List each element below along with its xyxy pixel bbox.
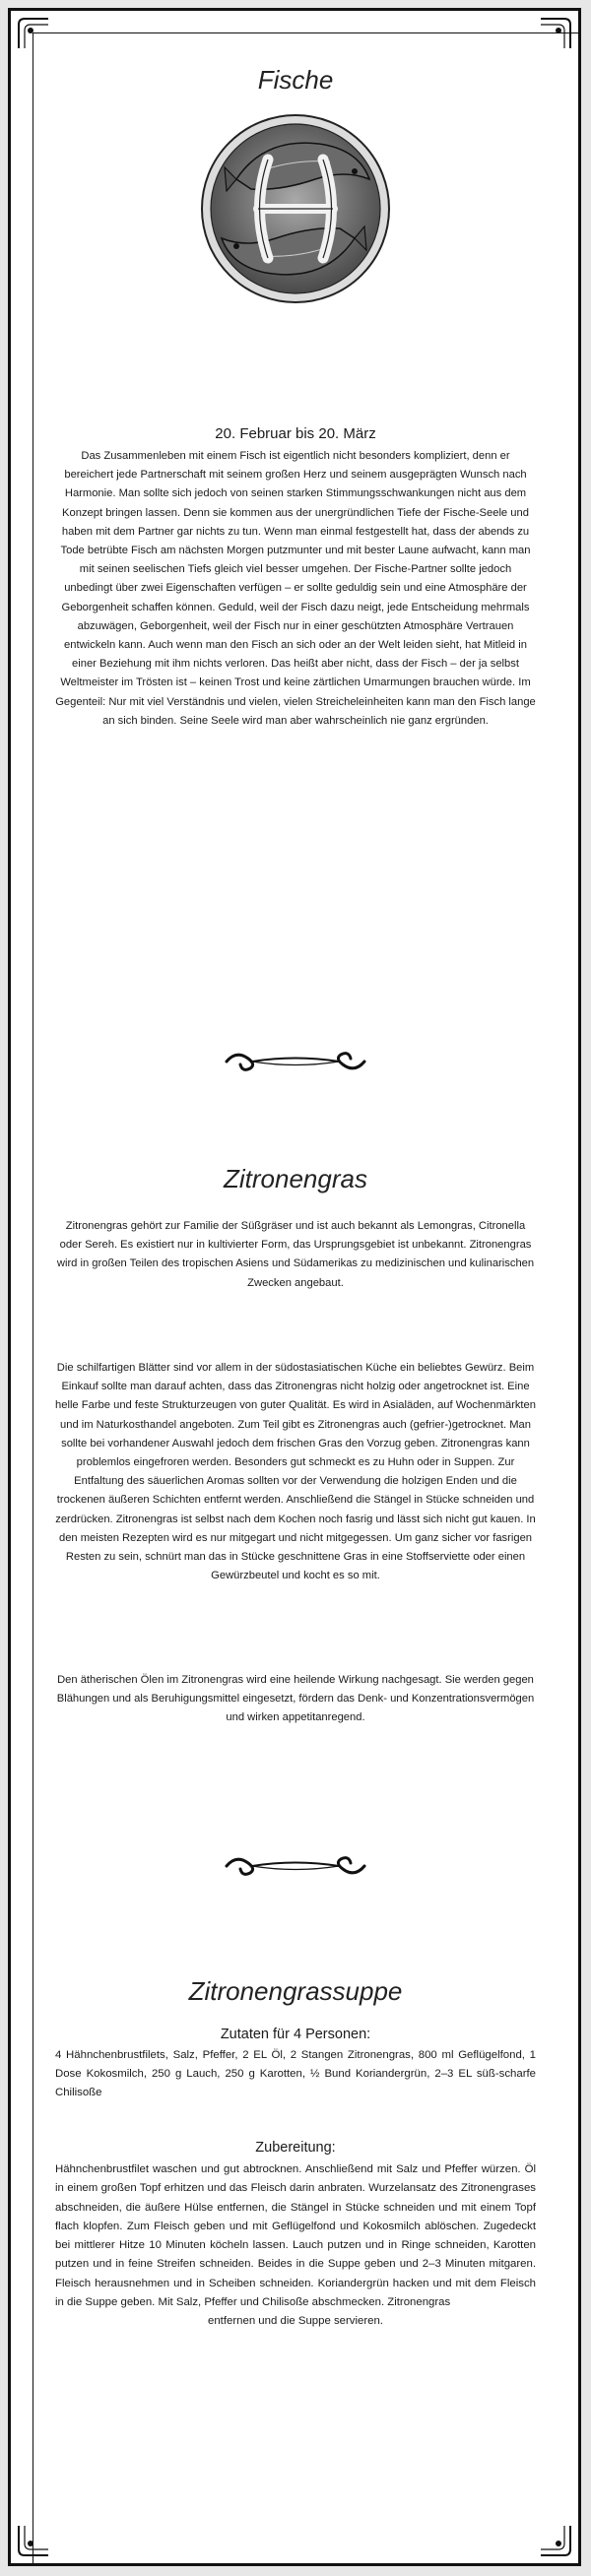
- preparation-body: Hähnchenbrustfilet waschen und gut abtrocknen. Anschließend mit Salz und Pfeffer würzen. Öl in einem großen Topf erhitzen und das Fleisch darin anbraten. Wurzelansatz des Zitronengrases abschneiden, die äußere Hülse entfernen, die Stängel in Stücke schneiden und mit einem Topf flach klopfen. Zum Fleisch geben und mit Geflügelfond und Kokosmilch ablöschen. Zugedeckt bei mittlerer Hitze 10 Minuten köcheln lassen. Lauch putzen und in Ringe schneiden, Karotten putzen und in feine Streifen schneiden. Beides in die Suppe geben und 2–3 Minuten mitgaren. Fleisch herausnehmen und in Scheiben schneiden. Koriandergrün hacken und mit dem Fleisch in die Suppe geben. Mit Salz, Pfeffer und Chilisoße abschmecken. Zitronengras: [55, 2163, 536, 2309]
- fische-text: Das Zusammenleben mit einem Fisch ist eigentlich nicht besonders kompliziert, denn er bereichert jede Partnerschaft mit seinem großen Herz und seinem ausgeprägten Wunsch nach Harmonie. Man sollte sich jedoch von seinen starken Stimmungsschwankungen nicht aus dem Konzept bringen lassen. Denn sie kommen aus der unergründlichen Tiefe der Fische-Seele und haben mit dem Partner gar nichts zu tun. Wenn man einmal festgestellt hat, dass der abends zu Tode betrübte Fisch am nächsten Morgen putzmunter und mit bester Laune aufwacht, kann man mit seinen seelischen Tiefs gleich viel besser umgehen. Der Fische-Partner sollte jedoch unbedingt über zwei Eigenschaften verfügen – er sollte geduldig sein und eine Atmosphäre der Geborgenheit schaffen können. Geduld, weil der Fisch dazu neigt, jede Entscheidung mehrmals abzuwägen, Geborgenheit, weil der Fisch nur in einer geschützten Atmosphäre Vertrauen entwickeln kann. Auch wenn man den Fisch an sich oder an der Welt leiden sieht, hat Mitleid in einer Beziehung mit ihm nichts verloren. Das heißt aber nicht, dass der Fisch – der ja selbst Weltmeister im Trösten ist – keinen Trost und keine zärtlichen Umarmungen brauchen würde. Im Gegenteil: Nur mit viel Verständnis und vielen, vielen Streicheleinheiten kann man den Fisch lange an sich binden. Seine Seele wird man aber wahrscheinlich nie ganz ergründen.: [55, 450, 536, 727]
- corner-ornament-top-left: [17, 17, 50, 50]
- corner-ornament-top-right: [539, 17, 572, 50]
- zitronengras-paragraph-3: Den ätherischen Ölen im Zitronengras wird eine heilende Wirkung nachgesagt. Sie werden gegen Blähungen und als Beruhigungsmittel eingesetzt, fördern das Denk- und Konzentrationsvermögen und wirken appetitanregend.: [56, 1674, 535, 1724]
- corner-ornament-bottom-right: [539, 2524, 572, 2557]
- divider-ornament-2: [217, 1851, 374, 1881]
- zitronengras-paragraph-2: Die schilfartigen Blätter sind vor allem in der südostasiatischen Küche ein beliebtes Gewürz. Beim Einkauf sollte man darauf achten, dass das Zitronengras nicht holzig oder angetrocknet ist. Eine helle Farbe und feste Strukturzeugen von guter Qualität. Es wird in Asialäden, auf Wochenmärkten und im Naturkosthandel angeboten. Zum Teil gibt es Zitronengras auch (gefrier-)getrocknet. Man sollte bei vorhandener Auswahl jedoch dem frischen Gras den Vorzug geben. Zitronengras kann problemlos eingefroren werden. Besonders gut schmeckt es zu Huhn oder in Suppen. Zur Entfaltung des säuerlichen Aromas sollten vor der Verwendung die holzigen Enden und die trockenen äußeren Schichten entfernt werden. Anschließend die Stängel in Stücke schneiden und zerdrücken. Zitronengras ist selbst nach dem Kochen noch fasrig und lässt sich nicht gut kauen. In den meisten Rezepten wird es nur mitgegart und nicht mitgegessen. Um ganz sicher vor fasrigen Resten zu sein, schnürt man das in Stücke geschnittene Gras in eine Stoffserviette oder einen Gewürzbeutel und kocht es so mit.: [55, 1362, 536, 1582]
- preparation-text: [55, 2160, 536, 2332]
- zitronengras-paragraph-1: Zitronengras gehört zur Familie der Süßgräser und ist auch bekannt als Lemongras, Citronella oder Sereh. Es existiert nur in kultivierter Form, das Ursprungsgebiet ist unbekannt. Zitronengras wird in großen Teilen des tropischen Asiens und Südamerikas zu medizinischen und kulinarischen Zwecken angebaut.: [56, 1220, 535, 1289]
- preparation-heading: Zubereitung:: [255, 2140, 336, 2156]
- fische-title: Fische: [257, 65, 334, 95]
- suppe-title: Zitronengrassuppe: [188, 1976, 403, 2006]
- fische-date-range: 20. Februar bis 20. März: [215, 425, 376, 442]
- preparation-last-line: entfernen und die Suppe servieren.: [208, 2315, 383, 2328]
- ingredients-heading: Zutaten für 4 Personen:: [220, 2027, 371, 2042]
- divider-ornament-1: [217, 1047, 374, 1076]
- ingredients-text: 4 Hähnchenbrustfilets, Salz, Pfeffer, 2 EL Öl, 2 Stangen Zitronengras, 800 ml Geflügelfond, 1 Dose Kokosmilch, 250 g Lauch, 250 g Karotten, ½ Bund Koriandergrün, 2–3 EL süß-scharfe Chilisoße: [55, 2049, 536, 2099]
- pisces-emblem-icon: [197, 110, 394, 307]
- corner-ornament-bottom-left: [17, 2524, 50, 2557]
- zitronengras-title: Zitronengras: [224, 1164, 367, 1193]
